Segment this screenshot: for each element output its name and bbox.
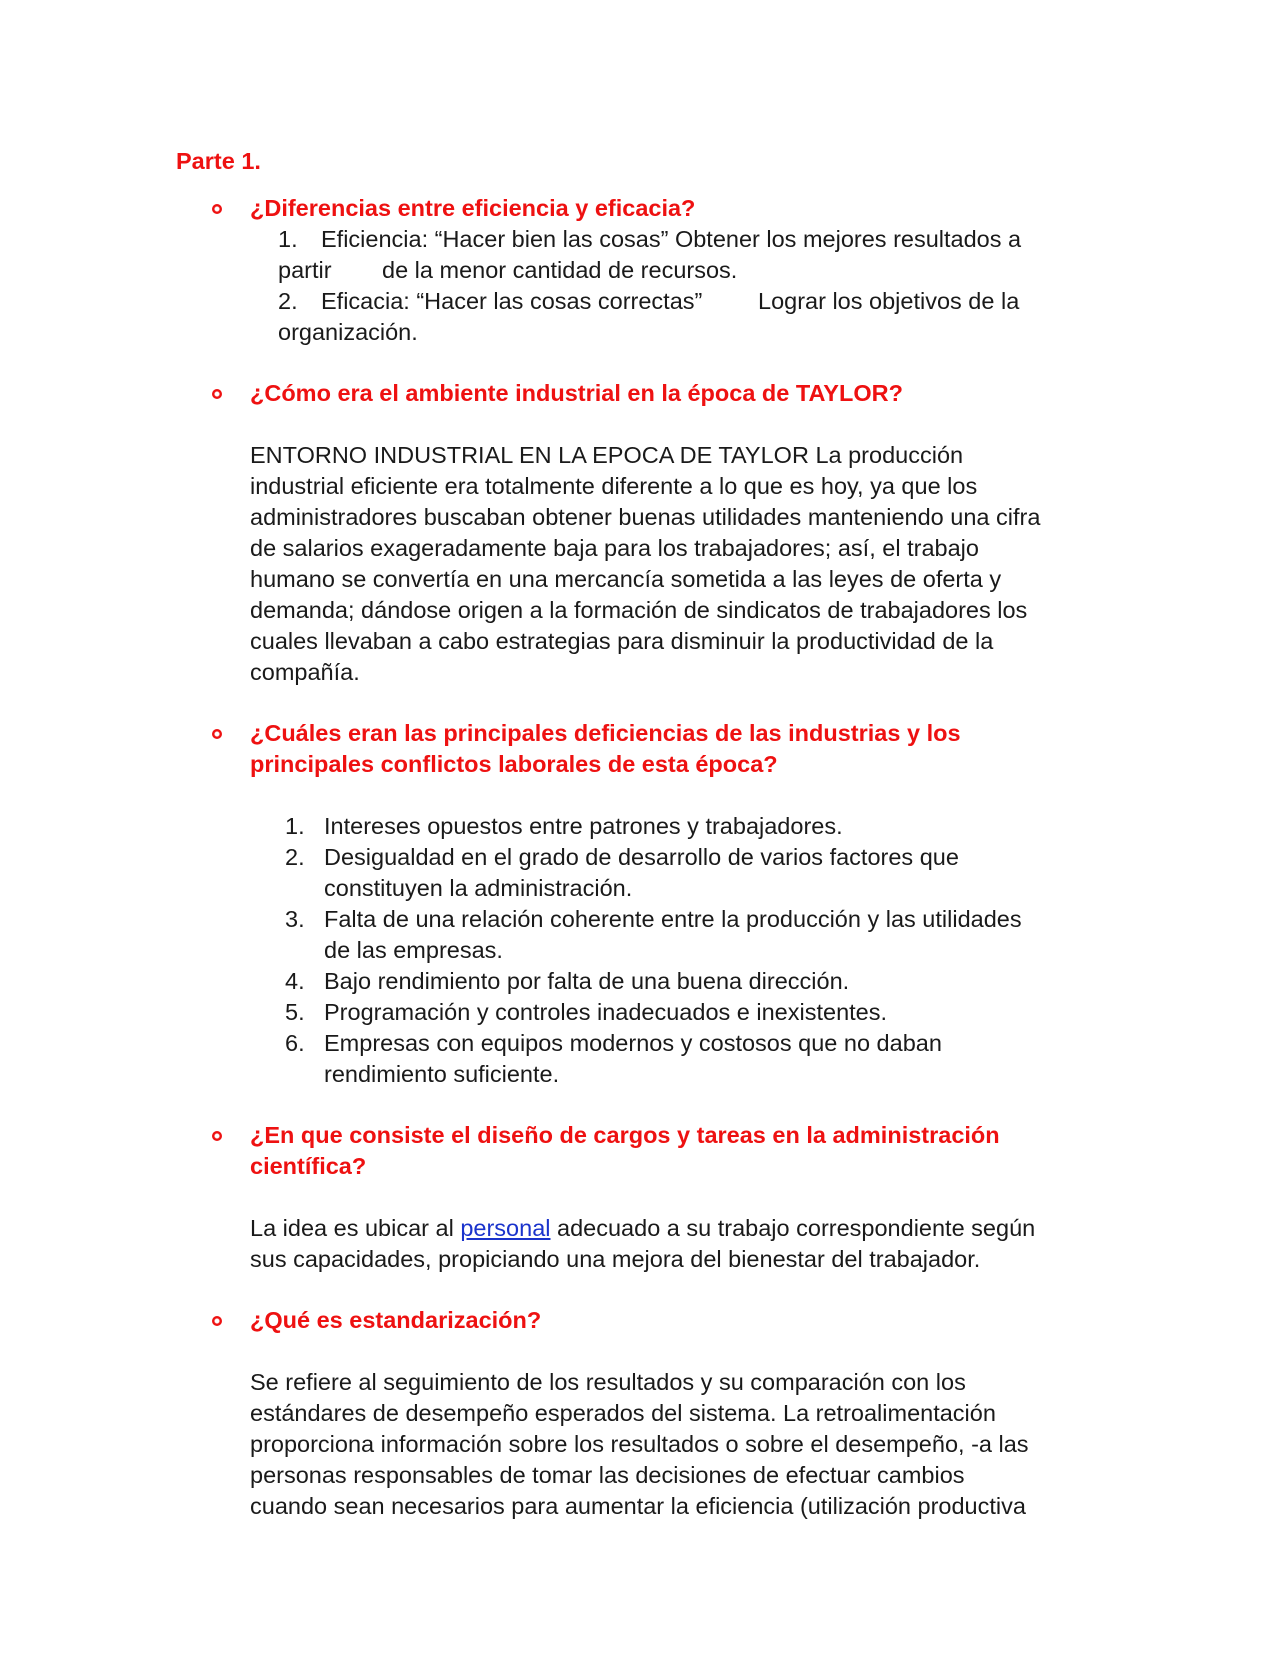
list-item-text: Programación y controles inadecuados e inexistentes. [324, 999, 888, 1025]
answer-line: ENTORNO INDUSTRIAL EN LA EPOCA DE TAYLOR La producción [250, 442, 964, 468]
answer-line: demanda; dándose origen a la formación de sindicatos de trabajadores los [250, 597, 1028, 623]
answer-line: personas responsables de tomar las decisiones de efectuar cambios [250, 1462, 965, 1488]
answer-line: industrial eficiente era totalmente diferente a lo que es hoy, ya que los [250, 473, 978, 499]
list-item-text: de la menor cantidad de recursos. [382, 257, 738, 283]
list-number: 2. [285, 844, 305, 870]
answer-line: de salarios exageradamente baja para los trabajadores; así, el trabajo [250, 535, 979, 561]
list-item-text: organización. [278, 319, 418, 345]
answer-line: cuales llevaban a cabo estrategias para disminuir la productividad de la [250, 628, 994, 654]
answer-line: administradores buscaban obtener buenas utilidades manteniendo una cifra [250, 504, 1041, 530]
list-number: 3. [285, 906, 305, 932]
list-item-text: Desigualdad en el grado de desarrollo de varios factores que [324, 844, 959, 870]
list-number: 6. [285, 1030, 305, 1056]
bullet-icon [212, 389, 222, 399]
list-item-text: Eficiencia: “Hacer bien las cosas” Obtener los mejores resultados a [321, 226, 1022, 252]
list-item-text: Intereses opuestos entre patrones y trabajadores. [324, 813, 843, 839]
question-1: ¿Diferencias entre eficiencia y eficacia? [250, 195, 696, 221]
list-number: 4. [285, 968, 305, 994]
answer-text: La idea es ubicar al [250, 1215, 461, 1241]
question-4: científica? [250, 1153, 367, 1179]
list-number: 5. [285, 999, 305, 1025]
list-item-text: Bajo rendimiento por falta de una buena dirección. [324, 968, 850, 994]
answer-line: compañía. [250, 659, 360, 685]
bullet-icon [212, 204, 222, 214]
answer-line: sus capacidades, propiciando una mejora del bienestar del trabajador. [250, 1246, 981, 1272]
bullet-icon [212, 729, 222, 739]
list-item-text: rendimiento suficiente. [324, 1061, 560, 1087]
question-3: ¿Cuáles eran las principales deficiencias de las industrias y los [250, 720, 961, 746]
section-heading: Parte 1. [176, 148, 261, 174]
list-item-text: Eficacia: “Hacer las cosas correctas” [321, 288, 703, 314]
list-item-text: Empresas con equipos modernos y costosos que no daban [324, 1030, 942, 1056]
bullet-icon [212, 1316, 222, 1326]
list-number: 1. [278, 226, 298, 252]
list-item-text: Falta de una relación coherente entre la producción y las utilidades [324, 906, 1022, 932]
question-3: principales conflictos laborales de esta época? [250, 751, 778, 777]
list-number: 1. [285, 813, 305, 839]
personal-link[interactable]: personal [460, 1215, 551, 1241]
answer-text: adecuado a su trabajo correspondiente según [550, 1215, 1036, 1241]
bullet-icon [212, 1131, 222, 1141]
answer-line: estándares de desempeño esperados del sistema. La retroalimentación [250, 1400, 996, 1426]
answer-line: Se refiere al seguimiento de los resultados y su comparación con los [250, 1369, 966, 1395]
question-4: ¿En que consiste el diseño de cargos y tareas en la administración [250, 1122, 1000, 1148]
list-item-text: constituyen la administración. [324, 875, 633, 901]
list-item-text: de las empresas. [324, 937, 503, 963]
question-5: ¿Qué es estandarización? [250, 1307, 542, 1333]
answer-line: humano se convertía en una mercancía sometida a las leyes de oferta y [250, 566, 1002, 592]
list-number: 2. [278, 288, 298, 314]
list-item-text: Lograr los objetivos de la [758, 288, 1020, 314]
answer-line: proporciona información sobre los resultados o sobre el desempeño, -a las [250, 1431, 1029, 1457]
list-item-text: partir [278, 257, 332, 283]
answer-line [250, 1213, 1035, 1244]
question-2: ¿Cómo era el ambiente industrial en la época de TAYLOR? [250, 380, 903, 406]
answer-line: cuando sean necesarios para aumentar la eficiencia (utilización productiva [250, 1493, 1026, 1519]
